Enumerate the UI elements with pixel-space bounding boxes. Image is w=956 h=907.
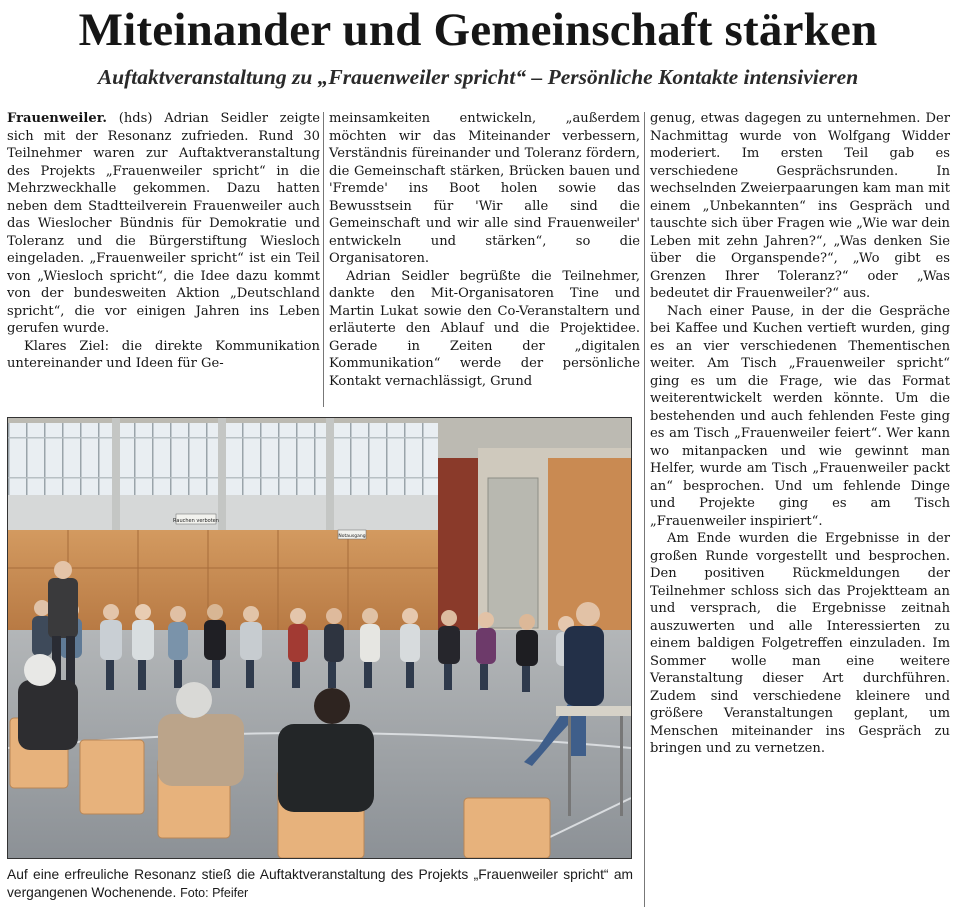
paragraph: meinsamkeiten entwickeln, „außerdem möchten wir das Miteinander verbessern, Verständnis füreinander und Toleranz fördern, die Gemeinschaft stärken, Brücken bauen und 'Fremde' ins Boot holen sowie das Bewusstsein für 'Wir alle sind die Gemeinschaft und wir alle sind Frauenweiler' entwickeln und stärken“, so die Organisatoren. — [329, 111, 640, 266]
paragraph: genug, etwas dagegen zu unternehmen. Der Nachmittag wurde von Wolfgang Widder moderiert. Im ersten Teil gab es verschiedene Gesprächsrunden. In wechselnden Zweierpaarungen kam man mit einem „Unbekannten“ ins Gespräch und tauschte sich über Fragen wie „Wie war dein Leben mit zehn Jahren?“, „Was denken Sie über die Organspende?“, „Wo gibt es Grenzen Ihrer Toleranz?“ oder „Was bedeutet dir Frauenweiler?“ aus. — [650, 111, 950, 301]
article-photo — [7, 417, 632, 859]
photo-caption — [7, 866, 633, 902]
photo-illustration — [8, 418, 631, 858]
paragraph: Am Ende wurden die Ergebnisse in der großen Runde vorgestellt und besprochen. Den positiven Rückmeldungen der Teilnehmer schloss sich das Projektteam an und versprach, die Ergebnisse zeitnah auszuwerten und alle Interessierten zu einem baldigen Folgetreffen einzuladen. Im Sommer wolle man eine weitere Veranstaltung dieser Art durchführen. Zudem sind verschiedene kleinere und größere Veranstaltungen geplant, um Menschen miteinander ins Gespräch zu bringen und zu vernetzen. — [650, 531, 950, 756]
subheadline: Auftaktveranstaltung zu „Frauenweiler spricht“ – Persönliche Kontakte intensivieren — [97, 65, 859, 89]
door — [488, 478, 538, 628]
photo-credit: Foto: Pfeifer — [180, 886, 249, 900]
article-column-3 — [650, 110, 950, 758]
paragraph — [7, 110, 320, 338]
dateline: Frauenweiler. — [7, 111, 107, 126]
paragraph-text: (hds) Adrian Seidler zeigte sich mit der Resonanz zufrieden. Rund 30 Teilnehmer waren zur Auftaktveranstaltung des Projekts „Frauenweiler spricht“ in die Mehrzweckhalle gekommen. Dazu hatten neben dem Stadtteilverein Frauenweiler auch das Wieslocher Bündnis für Demokratie und Toleranz und die Bürgerstiftung Wiesloch eingeladen. „Frauenweiler spricht“ ist ein Teil von „Wiesloch spricht“, die Idee dazu kommt von der bundesweiten Aktion „Deutschland spricht“, die vor einigen Jahren ins Leben gerufen wurde. — [7, 111, 320, 336]
article-column-2 — [329, 110, 640, 390]
column-divider — [323, 112, 324, 407]
column-divider — [644, 112, 645, 907]
paragraph: Nach einer Pause, in der die Gespräche bei Kaffee und Kuchen vertieft wurden, ging es an vier verschiedenen Thementischen weiter. Am Tisch „Frauenweiler spricht“ ging es um die Frage, wie das Format weiterentwickelt werden könnte. Um die bestehenden und auch fehlenden Feste ging es am Tisch „Frauenweiler feiert“. Wer kann wo mitanpacken und wie gewinnt man Helfer, wurde am Tisch „Frauenweiler packt an“ besprochen. Und um fehlende Dinge und Projekte ging es am Tisch „Frauenweiler inspiriert“. — [650, 303, 950, 529]
sign-right-text: Notausgang — [338, 534, 366, 539]
paragraph: Adrian Seidler begrüßte die Teilnehmer, dankte den Mit-Organisatoren Tine und Martin Lukat sowie den Co-Veranstaltern und erläuterte den Ablauf und die Projektidee. Gerade in Zeiten der „digitalen Kommunikation“ werde der persönliche Kontakt vernachlässigt, Grund — [329, 268, 640, 389]
headline: Miteinander und Gemeinschaft stärken — [78, 4, 878, 56]
caption-text: Auf eine erfreuliche Resonanz stieß die Auftaktveranstaltung des Projekts „Frauenweiler spricht“ am vergangenen Wochenende. — [7, 867, 633, 900]
article-column-1 — [7, 110, 320, 373]
paragraph: Klares Ziel: die direkte Kommunikation untereinander und Ideen für Ge- — [7, 338, 320, 371]
sign-left-text: Rauchen verboten — [173, 518, 219, 524]
brick-wall — [438, 458, 478, 638]
